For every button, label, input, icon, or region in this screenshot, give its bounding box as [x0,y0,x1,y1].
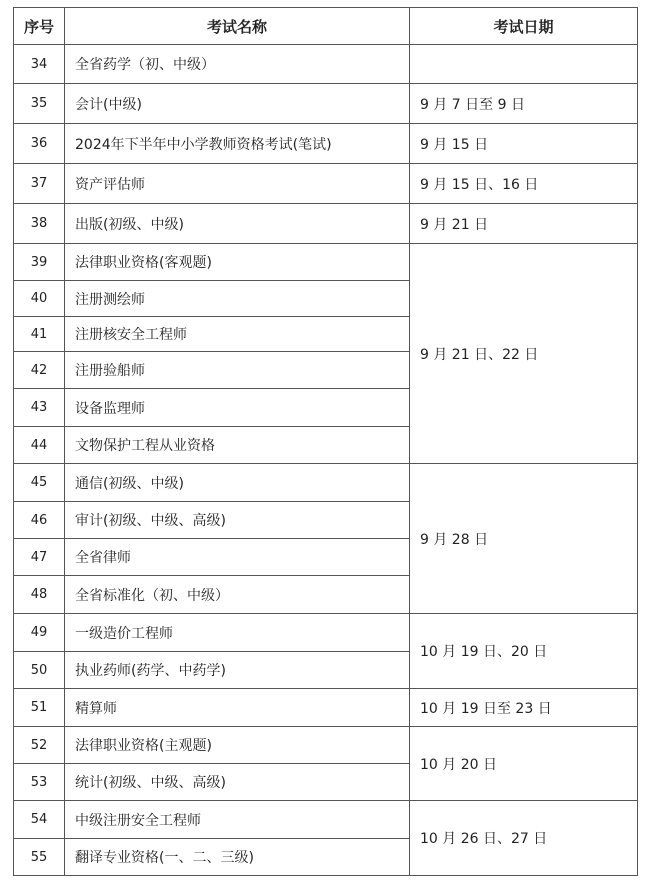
row-exam-name: 设备监理师 [65,389,410,427]
row-seq: 55 [14,839,65,876]
table-row [14,464,638,502]
row-seq: 51 [14,689,65,727]
row-exam-date: 9 月 7 日至 9 日 [410,84,638,124]
row-exam-date: 9 月 21 日 [410,204,638,244]
row-exam-date: 10 月 19 日、20 日 [410,614,638,689]
row-seq: 53 [14,764,65,801]
row-seq: 40 [14,281,65,317]
table-row [14,124,638,164]
table-body [14,45,638,876]
row-seq: 37 [14,164,65,204]
table-row [14,204,638,244]
table-row [14,801,638,839]
row-exam-name: 资产评估师 [65,164,410,204]
header-seq: 序号 [14,8,65,45]
table-row [14,614,638,652]
row-exam-date: 9 月 15 日 [410,124,638,164]
row-seq: 48 [14,576,65,614]
row-seq: 43 [14,389,65,427]
row-seq: 50 [14,652,65,689]
row-exam-name: 全省标准化（初、中级） [65,576,410,614]
row-seq: 47 [14,539,65,576]
row-exam-name: 法律职业资格(客观题) [65,244,410,281]
table-row [14,689,638,727]
row-seq: 41 [14,317,65,352]
row-seq: 45 [14,464,65,502]
row-exam-name: 注册验船师 [65,352,410,389]
row-seq: 39 [14,244,65,281]
row-exam-name: 会计(中级) [65,84,410,124]
row-seq: 36 [14,124,65,164]
exam-schedule-table [13,7,638,876]
row-exam-date: 9 月 15 日、16 日 [410,164,638,204]
row-seq: 52 [14,727,65,764]
table-row [14,244,638,281]
row-seq: 42 [14,352,65,389]
table-row [14,164,638,204]
row-exam-name: 文物保护工程从业资格 [65,427,410,464]
row-exam-name: 统计(初级、中级、高级) [65,764,410,801]
row-exam-name: 一级造价工程师 [65,614,410,652]
row-exam-name: 中级注册安全工程师 [65,801,410,839]
row-exam-name: 审计(初级、中级、高级) [65,502,410,539]
row-exam-date: 10 月 26 日、27 日 [410,801,638,876]
row-exam-name: 精算师 [65,689,410,727]
table-header-row [14,8,638,45]
row-exam-name: 通信(初级、中级) [65,464,410,502]
row-exam-name: 注册核安全工程师 [65,317,410,352]
row-seq: 35 [14,84,65,124]
row-seq: 54 [14,801,65,839]
row-exam-name: 出版(初级、中级) [65,204,410,244]
row-seq: 46 [14,502,65,539]
table-row [14,45,638,84]
row-exam-date [410,45,638,84]
row-exam-name: 执业药师(药学、中药学) [65,652,410,689]
row-exam-name: 翻译专业资格(一、二、三级) [65,839,410,876]
header-exam-name: 考试名称 [65,8,410,45]
header-exam-date: 考试日期 [410,8,638,45]
row-seq: 38 [14,204,65,244]
row-seq: 44 [14,427,65,464]
row-exam-date: 10 月 20 日 [410,727,638,801]
table-row [14,727,638,764]
row-seq: 34 [14,45,65,84]
row-exam-name: 全省律师 [65,539,410,576]
row-exam-name: 注册测绘师 [65,281,410,317]
table-row [14,84,638,124]
row-exam-name: 2024年下半年中小学教师资格考试(笔试) [65,124,410,164]
row-exam-name: 法律职业资格(主观题) [65,727,410,764]
row-exam-date: 9 月 28 日 [410,464,638,614]
row-exam-name: 全省药学（初、中级） [65,45,410,84]
row-exam-date: 10 月 19 日至 23 日 [410,689,638,727]
row-seq: 49 [14,614,65,652]
row-exam-date: 9 月 21 日、22 日 [410,244,638,464]
